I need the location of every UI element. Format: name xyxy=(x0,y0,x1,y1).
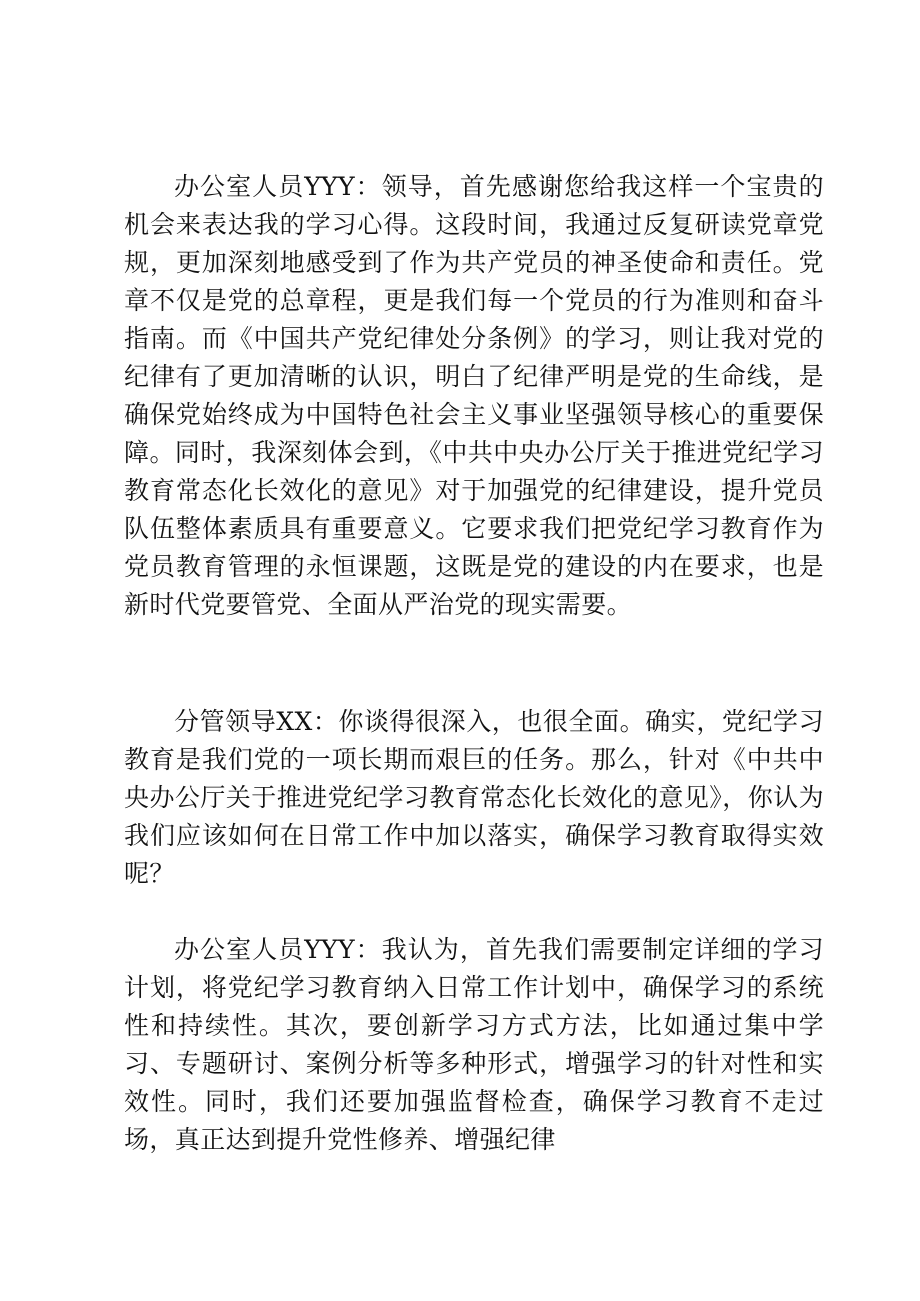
dialogue-paragraph-office-staff-reply: 办公室人员YYY：我认为，首先我们需要制定详细的学习计划，将党纪学习教育纳入日常工作计划中，确保学习的系统性和持续性。其次，要创新学习方式方法，比如通过集中学习、专题研讨、案例分析等多种形式，增强学习的针对性和实效性。同时，我们还要加强监督检查，确保学习教育不走过场，真正达到提升党性修养、增强纪律 xyxy=(124,935,824,1154)
dialogue-paragraph-office-staff: 办公室人员YYY：领导，首先感谢您给我这样一个宝贵的机会来表达我的学习心得。这段时间，我通过反复研读党章党规，更加深刻地感受到了作为共产党员的神圣使命和责任。党章不仅是党的总章程，更是我们每一个党员的行为准则和奋斗指南。而《中国共产党纪律处分条例》的学习，则让我对党的纪律有了更加清晰的认识，明白了纪律严明是党的生命线，是确保党始终成为中国特色社会主义事业坚强领导核心的重要保障。同时，我深刻体会到，《中共中央办公厅关于推进党纪学习教育常态化长效化的意见》对于加强党的纪律建设，提升党员队伍整体素质具有重要意义。它要求我们把党纪学习教育作为党员教育管理的永恒课题，这既是党的建设的内在要求，也是新时代党要管党、全面从严治党的现实需要。 xyxy=(124,172,824,619)
dialogue-paragraph-leader: 分管领导XX：你谈得很深入，也很全面。确实，党纪学习教育是我们党的一项长期而艰巨的任务。那么，针对《中共中央办公厅关于推进党纪学习教育常态化长效化的意见》，你认为我们应该如何在日常工作中加以落实，确保学习教育取得实效呢？ xyxy=(124,707,824,888)
